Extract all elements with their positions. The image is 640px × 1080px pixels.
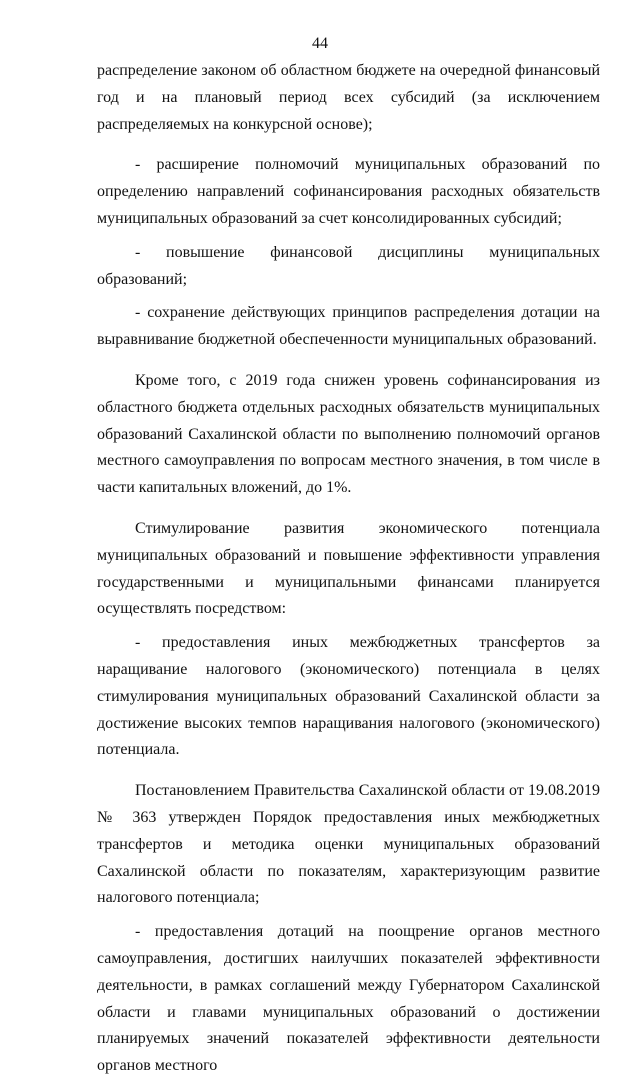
paragraph-grants-incentive: - предоставления дотаций на поощрение органов местного самоуправления, достигших наилучших показателей эффективности деятельности, в рамках соглашений между Губернатором Сахалинской области и главами муниципальных образований о достижении планируемых значений показателей эффективности деятельности органов местного (97, 923, 600, 1075)
paragraph-subsidy-distribution: распределение законом об областном бюджете на очередной финансовый год и на плановый период всех субсидий (за исключением распределяемых на конкурсной основе); (97, 62, 600, 133)
paragraph-interbudget-transfers: - предоставления иных межбюджетных трансфертов за наращивание налогового (экономического) потенциала в целях стимулирования муниципальных образований Сахалинской области за достижение высоких темпов наращивания налогового (экономического) потенциала. (97, 634, 600, 759)
page-number: 44 (312, 35, 328, 52)
paragraph-stimulation: Стимулирование развития экономического потенциала муниципальных образований и повышение эффективности управления государственными и муниципальными финансами планируется осуществлять посредством: (97, 519, 600, 618)
paragraph-expansion-powers: - расширение полномочий муниципальных образований по определению направлений софинансирования расходных обязательств муниципальных образований за счет консолидированных субсидий; (97, 156, 600, 227)
paragraph-financial-discipline: - повышение финансовой дисциплины муниципальных образований; (97, 243, 600, 288)
paragraph-cofinancing-reduction: Кроме того, с 2019 года снижен уровень софинансирования из областного бюджета отдельных расходных обязательств муниципальных образований Сахалинской области по выполнению полномочий органов местного самоуправления по вопросам местного значения, в том числе в части капитальных вложений, до 1%. (97, 371, 600, 497)
paragraph-equalization-principles: - сохранение действующих принципов распределения дотации на выравнивание бюджетной обеспеченности муниципальных образований. (97, 304, 600, 349)
paragraph-government-resolution: Постановлением Правительства Сахалинской области от 19.08.2019 № 363 утвержден Порядок предоставления иных межбюджетных трансфертов и методика оценки муниципальных образований Сахалинской области по показателям, характеризующим развитие налогового потенциала; (97, 782, 600, 907)
document-body (97, 58, 600, 1080)
